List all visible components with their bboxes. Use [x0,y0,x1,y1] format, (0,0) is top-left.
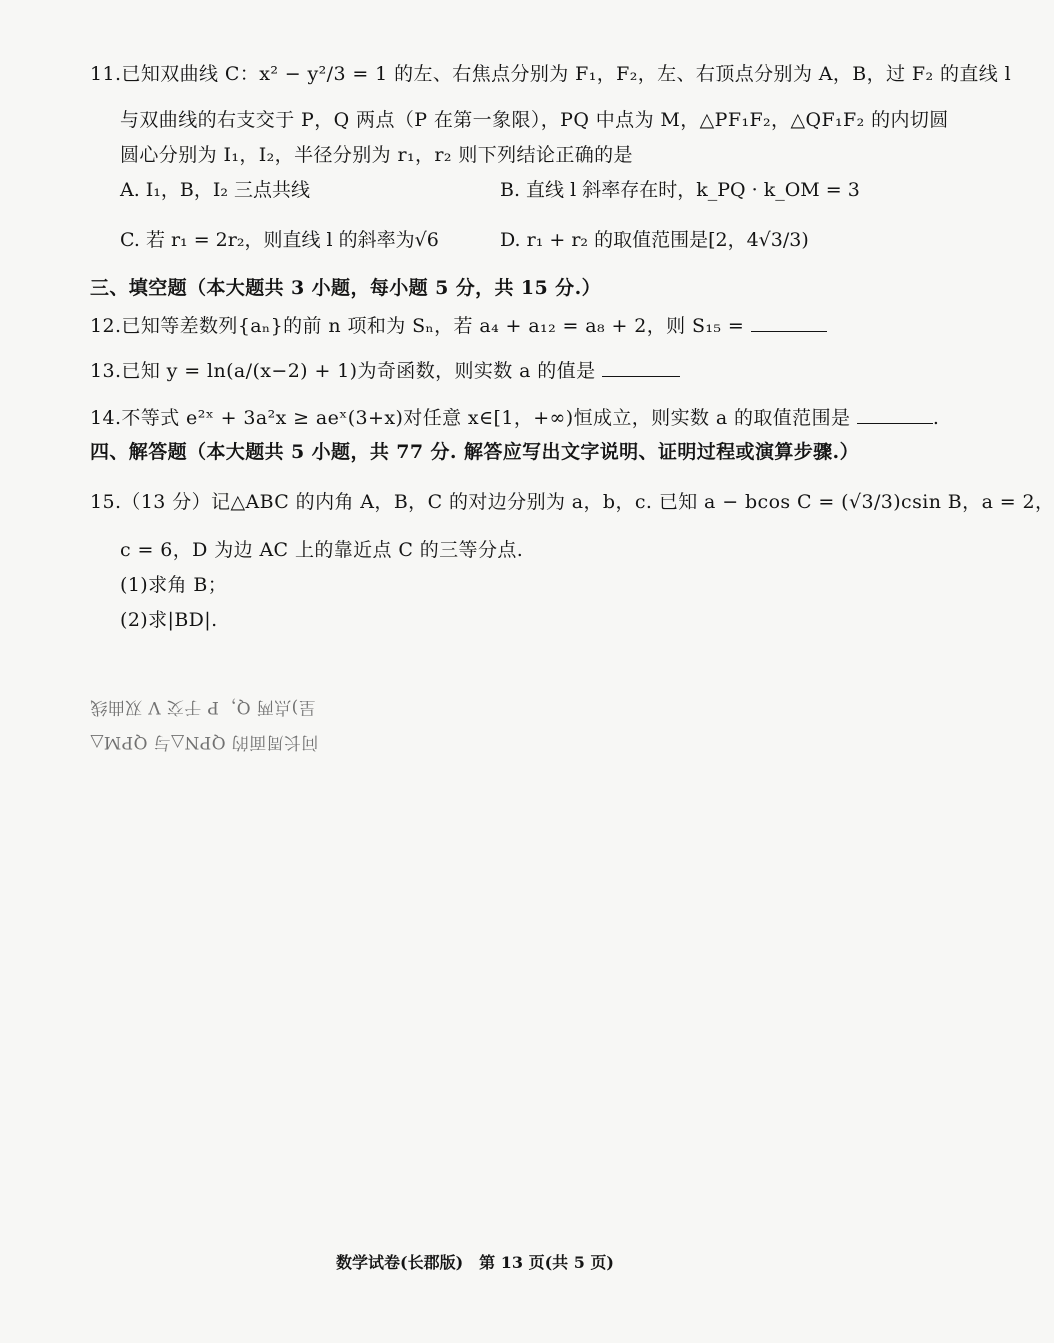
q12-line [90,313,827,338]
q13-line [90,358,680,383]
bleed-through-line-1: 呈)点两 Q，P 于交 V 双曲线 [90,697,316,717]
q11-stem-2: 与双曲线的右支交于 P，Q 两点（P 在第一象限），PQ 中点为 M，△PF₁F₂，△QF₁F₂ 的内切圆 [120,109,949,131]
q15-stem-1: （13 分）记△ABC 的内角 A，B，C 的对边分别为 a，b，c. 已知 a − bcos C = (√3/3)csin B，a = 2， [121,491,1054,513]
q11-stem-1: 已知双曲线 C：x² − y²/3 = 1 的左、右焦点分别为 F₁，F₂，左、右顶点分别为 A，B，过 F₂ 的直线 l [121,63,1012,85]
q14-period: . [932,407,940,429]
bleed-through-line-2: 问长周面的 QPN△与 QPM△ [90,732,319,752]
q13-answer-blank[interactable] [602,358,680,377]
q12-answer-blank[interactable] [751,313,827,332]
q12-number: 12. [90,315,122,337]
q11-stem-3: 圆心分别为 I₁，I₂，半径分别为 r₁，r₂ 则下列结论正确的是 [120,144,633,166]
q11-option-a: A. I₁，B，I₂ 三点共线 [120,179,311,201]
q15-line-1 [90,490,1054,514]
q12-text: 已知等差数列{aₙ}的前 n 项和为 Sₙ，若 a₄ + a₁₂ = a₈ + 2，则 S₁₅ = [121,315,745,337]
q11-option-c: C. 若 r₁ = 2r₂，则直线 l 的斜率为√6 [120,229,439,251]
q11-number: 11. [90,63,122,85]
q15-number: 15. [90,491,122,513]
q15-stem-2: c = 6，D 为边 AC 上的靠近点 C 的三等分点. [120,539,524,561]
q14-answer-blank[interactable] [857,405,933,424]
q11-option-d: D. r₁ + r₂ 的取值范围是[2，4√3/3) [500,229,809,251]
q15-part-1: (1)求角 B； [120,574,228,596]
q14-number: 14. [90,407,122,429]
section-3-heading: 三、填空题（本大题共 3 小题，每小题 5 分，共 15 分.） [90,277,601,299]
q13-number: 13. [90,360,122,382]
section-4-heading: 四、解答题（本大题共 5 小题，共 77 分. 解答应写出文字说明、证明过程或演算步骤.） [90,441,859,463]
q14-text: 不等式 e²ˣ + 3a²x ≥ aeˣ(3+x)对任意 x∈[1，+∞)恒成立，则实数 a 的取值范围是 [121,407,851,429]
q15-part-2: (2)求|BD|. [120,609,218,631]
q11-option-b: B. 直线 l 斜率存在时，k_PQ · k_OM = 3 [500,179,860,201]
q13-text: 已知 y = ln(a/(x−2) + 1)为奇函数，则实数 a 的值是 [121,360,596,382]
q11-line-1 [90,62,1011,86]
page-footer: 数学试卷(长郡版) 第 13 页(共 5 页) [336,1253,614,1272]
q14-line [90,405,939,430]
